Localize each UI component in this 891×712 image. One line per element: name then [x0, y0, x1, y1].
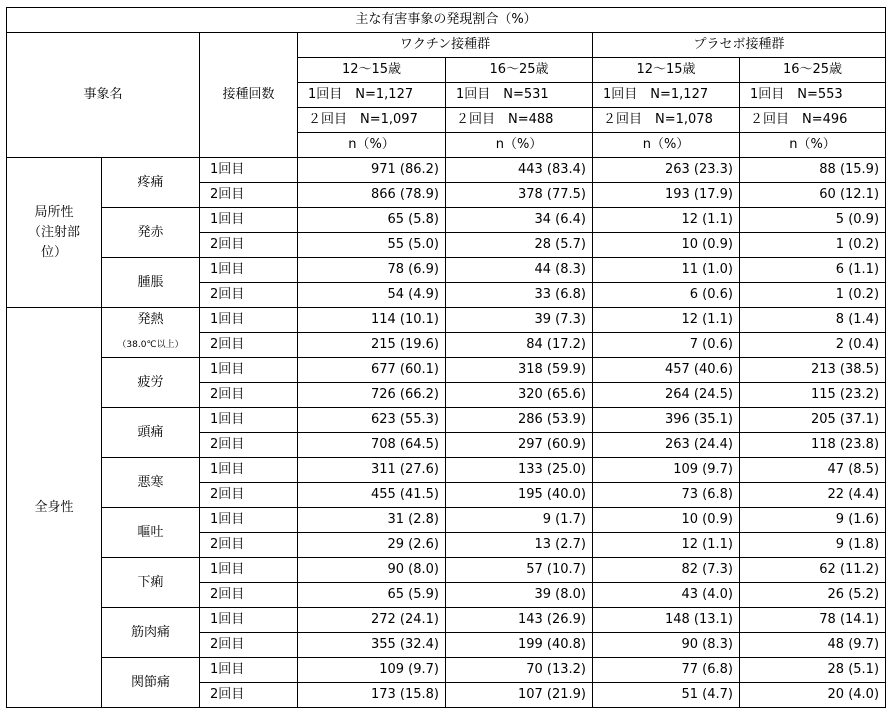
adverse-events-table	[6, 7, 886, 708]
value-cell: 28 (5.7)	[446, 233, 593, 258]
table-body	[7, 158, 886, 708]
n-dose2-cell: ２回目 N=1,097	[298, 108, 446, 133]
dose-label: 1回目	[200, 408, 298, 433]
value-cell: 9 (1.6)	[740, 508, 886, 533]
placebo-group-header: プラセボ接種群	[593, 33, 886, 58]
value-cell: 6 (1.1)	[740, 258, 886, 283]
value-cell: 82 (7.3)	[593, 558, 740, 583]
table-row	[7, 458, 886, 483]
category-cell	[7, 308, 102, 708]
value-cell: 396 (35.1)	[593, 408, 740, 433]
value-cell: 28 (5.1)	[740, 658, 886, 683]
value-cell: 5 (0.9)	[740, 208, 886, 233]
n-dose2-cell: ２回目 N=1,078	[593, 108, 740, 133]
value-cell: 378 (77.5)	[446, 183, 593, 208]
dose-label: 2回目	[200, 233, 298, 258]
table-header	[7, 8, 886, 158]
event-name: 頭痛	[102, 408, 200, 458]
event-name: 嘔吐	[102, 508, 200, 558]
value-cell: 297 (60.9)	[446, 433, 593, 458]
dose-label: 2回目	[200, 683, 298, 708]
value-cell: 311 (27.6)	[298, 458, 446, 483]
vaccine-group-header: ワクチン接種群	[298, 33, 593, 58]
dose-label: 1回目	[200, 158, 298, 183]
value-cell: 866 (78.9)	[298, 183, 446, 208]
value-cell: 6 (0.6)	[593, 283, 740, 308]
dose-label: 1回目	[200, 658, 298, 683]
value-cell: 205 (37.1)	[740, 408, 886, 433]
dose-label: 1回目	[200, 258, 298, 283]
value-cell: 22 (4.4)	[740, 483, 886, 508]
value-cell: 318 (59.9)	[446, 358, 593, 383]
value-cell: 677 (60.1)	[298, 358, 446, 383]
age-header: 12～15歳	[298, 58, 446, 83]
event-name-header: 事象名	[7, 33, 200, 158]
value-cell: 264 (24.5)	[593, 383, 740, 408]
category-cell	[7, 158, 102, 308]
event-note: （38.0℃以上）	[102, 333, 200, 358]
age-header: 12～15歳	[593, 58, 740, 83]
table-row	[7, 333, 886, 358]
value-cell: 44 (8.3)	[446, 258, 593, 283]
value-cell: 77 (6.8)	[593, 658, 740, 683]
dose-label: 1回目	[200, 308, 298, 333]
value-cell: 48 (9.7)	[740, 633, 886, 658]
table-title: 主な有害事象の発現割合（%）	[7, 8, 886, 33]
dose-label: 1回目	[200, 358, 298, 383]
dose-label: 2回目	[200, 333, 298, 358]
n-dose2-cell: ２回目 N=496	[740, 108, 886, 133]
value-cell: 7 (0.6)	[593, 333, 740, 358]
dose-label: 2回目	[200, 483, 298, 508]
table-row	[7, 658, 886, 683]
value-cell: 90 (8.0)	[298, 558, 446, 583]
value-cell: 708 (64.5)	[298, 433, 446, 458]
table-row	[7, 408, 886, 433]
event-name: 筋肉痛	[102, 608, 200, 658]
unit-cell: n（%）	[446, 133, 593, 158]
value-cell: 12 (1.1)	[593, 308, 740, 333]
value-cell: 9 (1.7)	[446, 508, 593, 533]
value-cell: 455 (41.5)	[298, 483, 446, 508]
value-cell: 263 (23.3)	[593, 158, 740, 183]
value-cell: 109 (9.7)	[298, 658, 446, 683]
unit-cell: n（%）	[593, 133, 740, 158]
event-name: 関節痛	[102, 658, 200, 708]
table-row	[7, 158, 886, 183]
value-cell: 39 (7.3)	[446, 308, 593, 333]
value-cell: 195 (40.0)	[446, 483, 593, 508]
value-cell: 65 (5.8)	[298, 208, 446, 233]
value-cell: 84 (17.2)	[446, 333, 593, 358]
table-row	[7, 308, 886, 333]
category-label: 全身性	[34, 499, 74, 515]
value-cell: 12 (1.1)	[593, 208, 740, 233]
dose-label: 1回目	[200, 508, 298, 533]
dose-label: 1回目	[200, 458, 298, 483]
value-cell: 57 (10.7)	[446, 558, 593, 583]
dose-label: 2回目	[200, 583, 298, 608]
value-cell: 29 (2.6)	[298, 533, 446, 558]
value-cell: 213 (38.5)	[740, 358, 886, 383]
table-row	[7, 258, 886, 283]
dose-label: 2回目	[200, 383, 298, 408]
value-cell: 43 (4.0)	[593, 583, 740, 608]
value-cell: 31 (2.8)	[298, 508, 446, 533]
value-cell: 109 (9.7)	[593, 458, 740, 483]
value-cell: 39 (8.0)	[446, 583, 593, 608]
dose-label: 1回目	[200, 608, 298, 633]
value-cell: 88 (15.9)	[740, 158, 886, 183]
value-cell: 355 (32.4)	[298, 633, 446, 658]
value-cell: 78 (14.1)	[740, 608, 886, 633]
event-name: 下痢	[102, 558, 200, 608]
value-cell: 457 (40.6)	[593, 358, 740, 383]
value-cell: 47 (8.5)	[740, 458, 886, 483]
table-row	[7, 208, 886, 233]
age-header: 16～25歳	[446, 58, 593, 83]
value-cell: 114 (10.1)	[298, 308, 446, 333]
table-row	[7, 358, 886, 383]
event-name: 疼痛	[102, 158, 200, 208]
value-cell: 133 (25.0)	[446, 458, 593, 483]
value-cell: 173 (15.8)	[298, 683, 446, 708]
value-cell: 20 (4.0)	[740, 683, 886, 708]
value-cell: 78 (6.9)	[298, 258, 446, 283]
dose-label: 2回目	[200, 283, 298, 308]
value-cell: 55 (5.0)	[298, 233, 446, 258]
value-cell: 9 (1.8)	[740, 533, 886, 558]
value-cell: 2 (0.4)	[740, 333, 886, 358]
value-cell: 623 (55.3)	[298, 408, 446, 433]
value-cell: 73 (6.8)	[593, 483, 740, 508]
value-cell: 65 (5.9)	[298, 583, 446, 608]
value-cell: 13 (2.7)	[446, 533, 593, 558]
category-label: 位）	[40, 244, 67, 260]
table-row	[7, 558, 886, 583]
age-header: 16～25歳	[740, 58, 886, 83]
value-cell: 8 (1.4)	[740, 308, 886, 333]
event-name: 発熱	[102, 308, 200, 333]
event-name: 腫脹	[102, 258, 200, 308]
value-cell: 54 (4.9)	[298, 283, 446, 308]
value-cell: 33 (6.8)	[446, 283, 593, 308]
unit-cell: n（%）	[740, 133, 886, 158]
value-cell: 12 (1.1)	[593, 533, 740, 558]
category-label: （注射部	[27, 224, 80, 240]
dose-label: 1回目	[200, 208, 298, 233]
n-dose1-cell: 1回目 N=1,127	[298, 83, 446, 108]
event-name: 発赤	[102, 208, 200, 258]
dose-label: 1回目	[200, 558, 298, 583]
value-cell: 215 (19.6)	[298, 333, 446, 358]
value-cell: 10 (0.9)	[593, 508, 740, 533]
value-cell: 60 (12.1)	[740, 183, 886, 208]
table-row	[7, 608, 886, 633]
value-cell: 26 (5.2)	[740, 583, 886, 608]
value-cell: 107 (21.9)	[446, 683, 593, 708]
unit-cell: n（%）	[298, 133, 446, 158]
category-label: 局所性	[34, 204, 74, 220]
value-cell: 11 (1.0)	[593, 258, 740, 283]
event-name: 疲労	[102, 358, 200, 408]
value-cell: 199 (40.8)	[446, 633, 593, 658]
dose-count-header: 接種回数	[200, 33, 298, 158]
dose-label: 2回目	[200, 433, 298, 458]
dose-label: 2回目	[200, 183, 298, 208]
value-cell: 286 (53.9)	[446, 408, 593, 433]
n-dose2-cell: ２回目 N=488	[446, 108, 593, 133]
dose-label: 2回目	[200, 633, 298, 658]
value-cell: 90 (8.3)	[593, 633, 740, 658]
value-cell: 272 (24.1)	[298, 608, 446, 633]
n-dose1-cell: 1回目 N=1,127	[593, 83, 740, 108]
value-cell: 118 (23.8)	[740, 433, 886, 458]
value-cell: 62 (11.2)	[740, 558, 886, 583]
value-cell: 10 (0.9)	[593, 233, 740, 258]
value-cell: 193 (17.9)	[593, 183, 740, 208]
value-cell: 1 (0.2)	[740, 233, 886, 258]
value-cell: 34 (6.4)	[446, 208, 593, 233]
value-cell: 143 (26.9)	[446, 608, 593, 633]
value-cell: 1 (0.2)	[740, 283, 886, 308]
value-cell: 443 (83.4)	[446, 158, 593, 183]
event-name: 悪寒	[102, 458, 200, 508]
value-cell: 148 (13.1)	[593, 608, 740, 633]
value-cell: 726 (66.2)	[298, 383, 446, 408]
value-cell: 320 (65.6)	[446, 383, 593, 408]
table-row	[7, 508, 886, 533]
n-dose1-cell: 1回目 N=531	[446, 83, 593, 108]
value-cell: 51 (4.7)	[593, 683, 740, 708]
value-cell: 971 (86.2)	[298, 158, 446, 183]
value-cell: 263 (24.4)	[593, 433, 740, 458]
dose-label: 2回目	[200, 533, 298, 558]
value-cell: 115 (23.2)	[740, 383, 886, 408]
n-dose1-cell: 1回目 N=553	[740, 83, 886, 108]
value-cell: 70 (13.2)	[446, 658, 593, 683]
